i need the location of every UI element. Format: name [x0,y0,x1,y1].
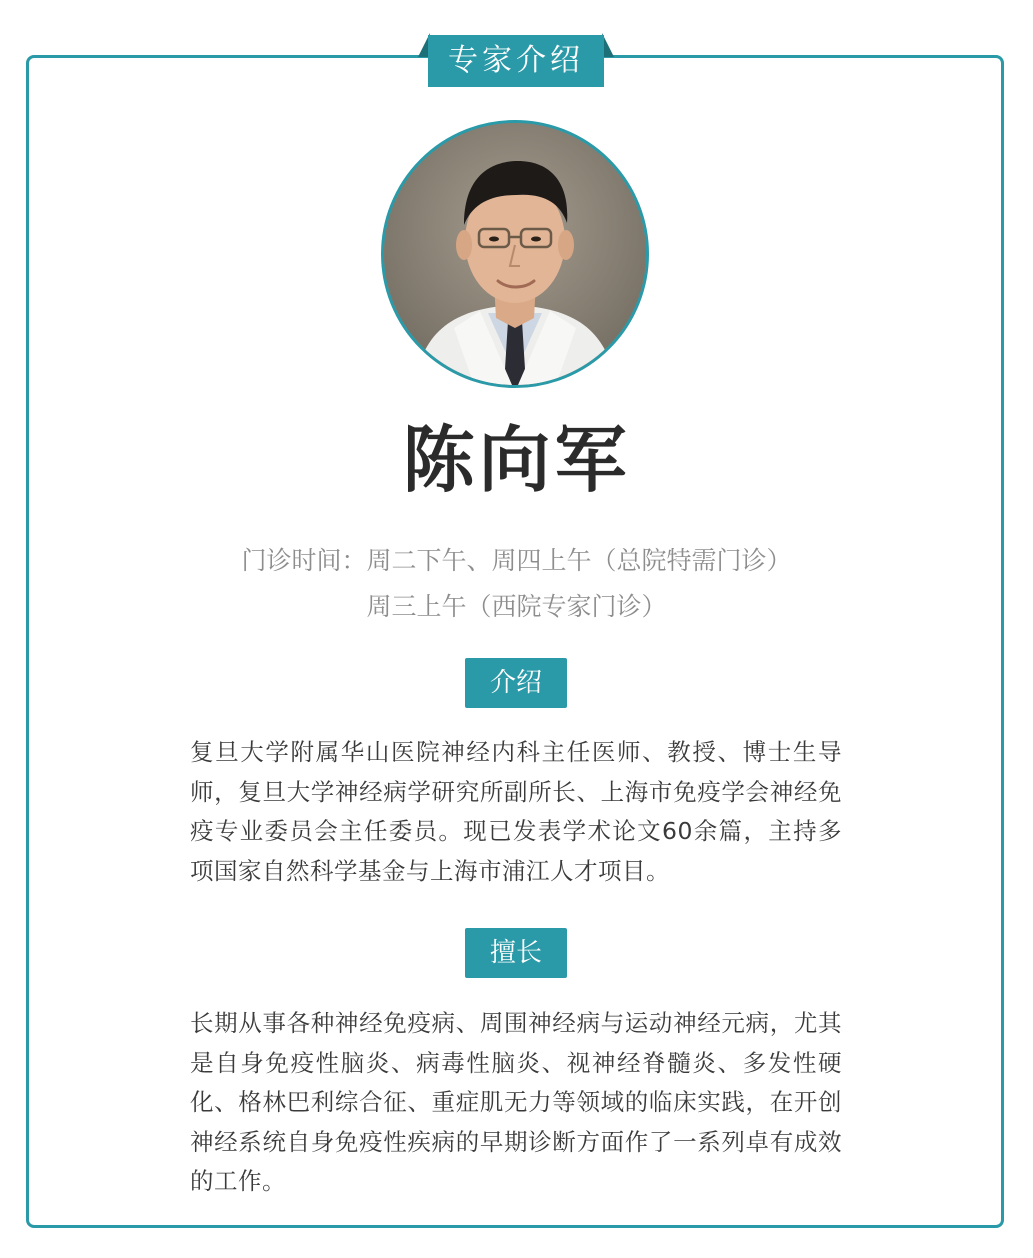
doctor-portrait-icon [381,120,649,388]
clinic-hours-line-1: 门诊时间：周二下午、周四上午（总院特需门诊） [241,546,792,575]
intro-paragraph: 复旦大学附属华山医院神经内科主任医师、教授、博士生导师，复旦大学神经病学研究所副所长、上海市免疫学会神经免疫专业委员会主任委员。现已发表学术论文60余篇，主持多项国家自然科学基金与上海市浦江人才项目。 [190,738,842,885]
header-ribbon [418,33,614,89]
expertise-paragraph: 长期从事各种神经免疫病、周围神经病与运动神经元病，尤其是自身免疫性脑炎、病毒性脑炎、视神经脊髓炎、多发性硬化、格林巴利综合征、重症肌无力等领域的临床实践，在开创神经系统自身免疫性疾病的早期诊断方面作了一系列卓有成效的工作。 [190,1009,842,1195]
expertise-section-label: 擅长 [465,928,567,978]
clinic-hours-line-2: 周三上午（西院专家门诊） [366,592,667,621]
doctor-name: 陈向军 [402,417,631,502]
intro-section-label: 介绍 [465,658,567,708]
ribbon-title: 专家介绍 [428,35,604,87]
portrait-illustration [384,123,646,385]
